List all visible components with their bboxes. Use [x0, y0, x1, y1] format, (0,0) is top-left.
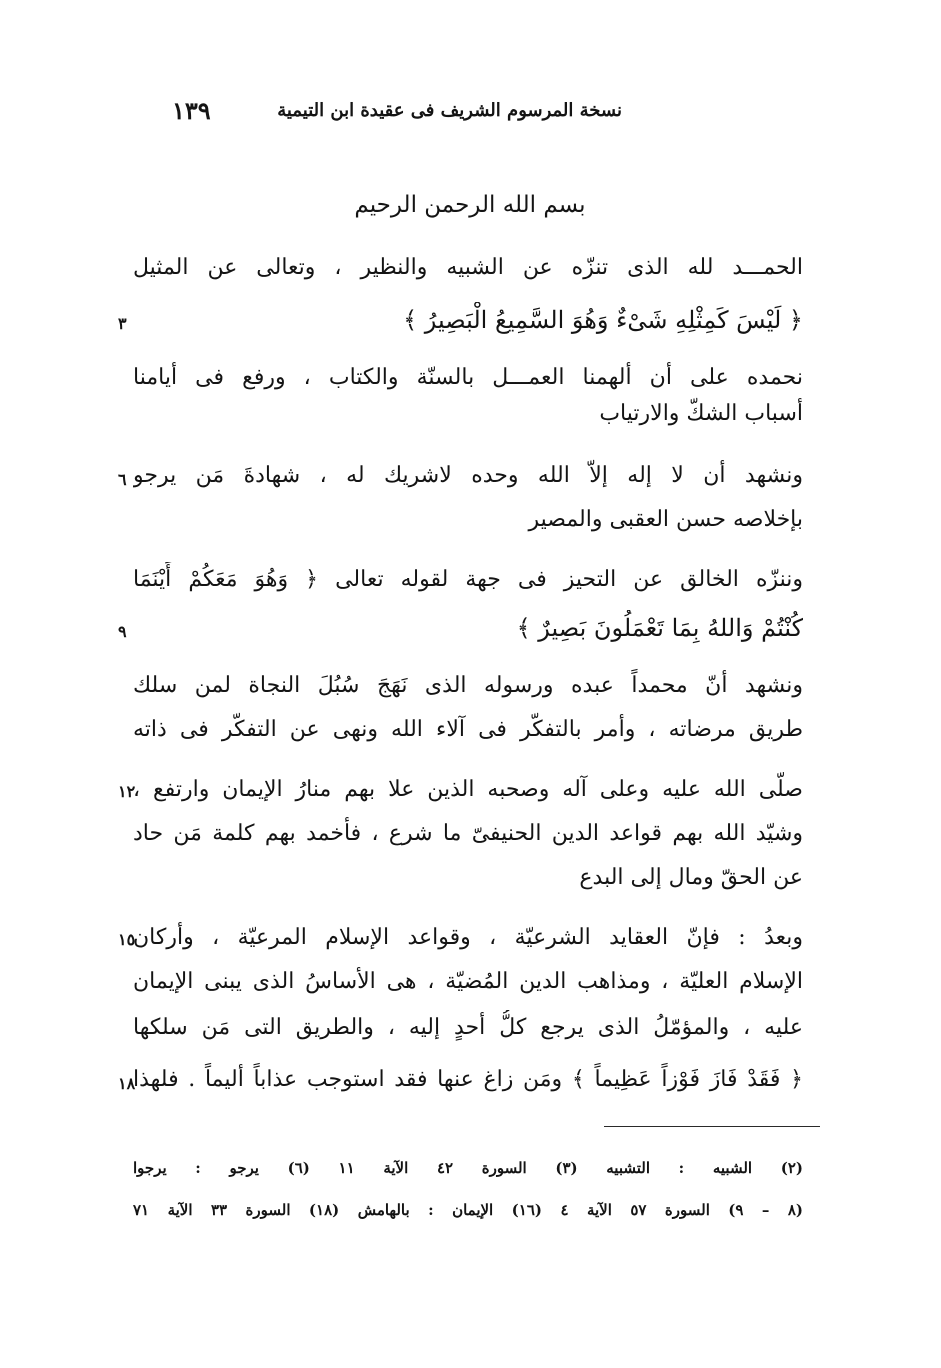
footnote-line-2: (٨ – ٩) السورة ٥٧ الآية ٤ (١٦) الإيمان : بالهامش (١٨) السورة ٣٣ الآية ٧١ [133, 1201, 803, 1219]
text-line-6: بإخلاصه حسن العقبى والمصير [528, 507, 803, 532]
page-number: ١٣٩ [172, 96, 211, 125]
running-title: نسخة المرسوم الشريف فى عقيدة ابن التيمية [277, 100, 622, 121]
footnote-line-1: (٢) الشبيه : التشبيه (٣) السورة ٤٢ الآية ١١ (٦) يرجو : يرجوا [133, 1159, 803, 1177]
text-line-14: وبعدُ : فإنّ العقايد الشرعيّة ، وقواعد الإسلام المرعيّة ، وأركان [133, 925, 803, 950]
line-number-15: ١٥ [118, 930, 136, 949]
text-line-10: طريق مرضاته ، وأمر بالتفكّر فى آلاء الله ونهى عن التفكّر فى ذاته [133, 717, 803, 742]
footnote-divider [604, 1126, 820, 1127]
basmala-heading: بسم الله الرحمن الرحيم [354, 192, 586, 218]
text-line-13: عن الحقّ ومال إلى البدع [579, 865, 803, 890]
line-number-6: ٦ [118, 470, 127, 489]
text-line-2-quran: ﴿ لَيْسَ كَمِثْلِهِ شَىْءٌ وَهُوَ السَّمِيعُ الْبَصِيرُ ﴾ [403, 306, 803, 334]
line-number-9: ٩ [118, 622, 127, 641]
text-line-15: الإسلام العليّة ، ومذاهب الدين المُضيّة ، هى الأساسُ الذى يبنى الإيمان [133, 969, 803, 994]
text-line-9: ونشهد أنّ محمداً عبده ورسوله الذى نَهَجَ سُبُلَ النجاة لمن سلك [133, 673, 803, 698]
text-line-7: وننزّه الخالق عن التحيز فى جهة لقوله تعالى ﴿ وَهُوَ مَعَكُمْ أَيْنَمَا [133, 567, 803, 592]
text-line-17: ﴿ فَقَدْ فَازَ فَوْزاً عَظِيماً ﴾ ومَن زاغ عنها فقد استوجب عذاباً أليماً . فلهذا [133, 1067, 803, 1092]
text-line-12: وشيّد الله بهم قواعد الدين الحنيفىّ ما شرع ، فأخمد بهم كلمة مَن حاد [133, 821, 803, 846]
line-number-3: ٣ [118, 314, 127, 333]
text-line-16: عليه ، والمؤمّلُ الذى يرجع كلُّ أحدٍ إليه ، والطريق التى مَن سلكها [133, 1015, 803, 1040]
line-number-12: ١٢ [118, 782, 136, 801]
text-line-3: نحمده على أن ألهمنا العمـــل بالسنّة والكتاب ، ورفع فى أيامنا [133, 365, 803, 390]
page-header [172, 96, 622, 140]
text-line-4: أسباب الشكّ والارتياب [599, 401, 803, 426]
line-number-18: ١٨ [118, 1074, 136, 1093]
text-line-1: الحمـــد لله الذى تنزّه عن الشبيه والنظير ، وتعالى عن المثيل [133, 255, 803, 280]
text-line-8-quran: كُنْتُمْ وَاللهُ بِمَا تَعْمَلُونَ بَصِيرٌ ﴾ [516, 614, 803, 642]
text-line-5: ونشهد أن لا إله إلاّ الله وحده لاشريك له ، شهادةَ مَن يرجو [133, 463, 803, 488]
text-line-11: صلّى الله عليه وعلى آله وصحبه الذين علا بهم منارُ الإيمان وارتفع ، [133, 777, 803, 802]
